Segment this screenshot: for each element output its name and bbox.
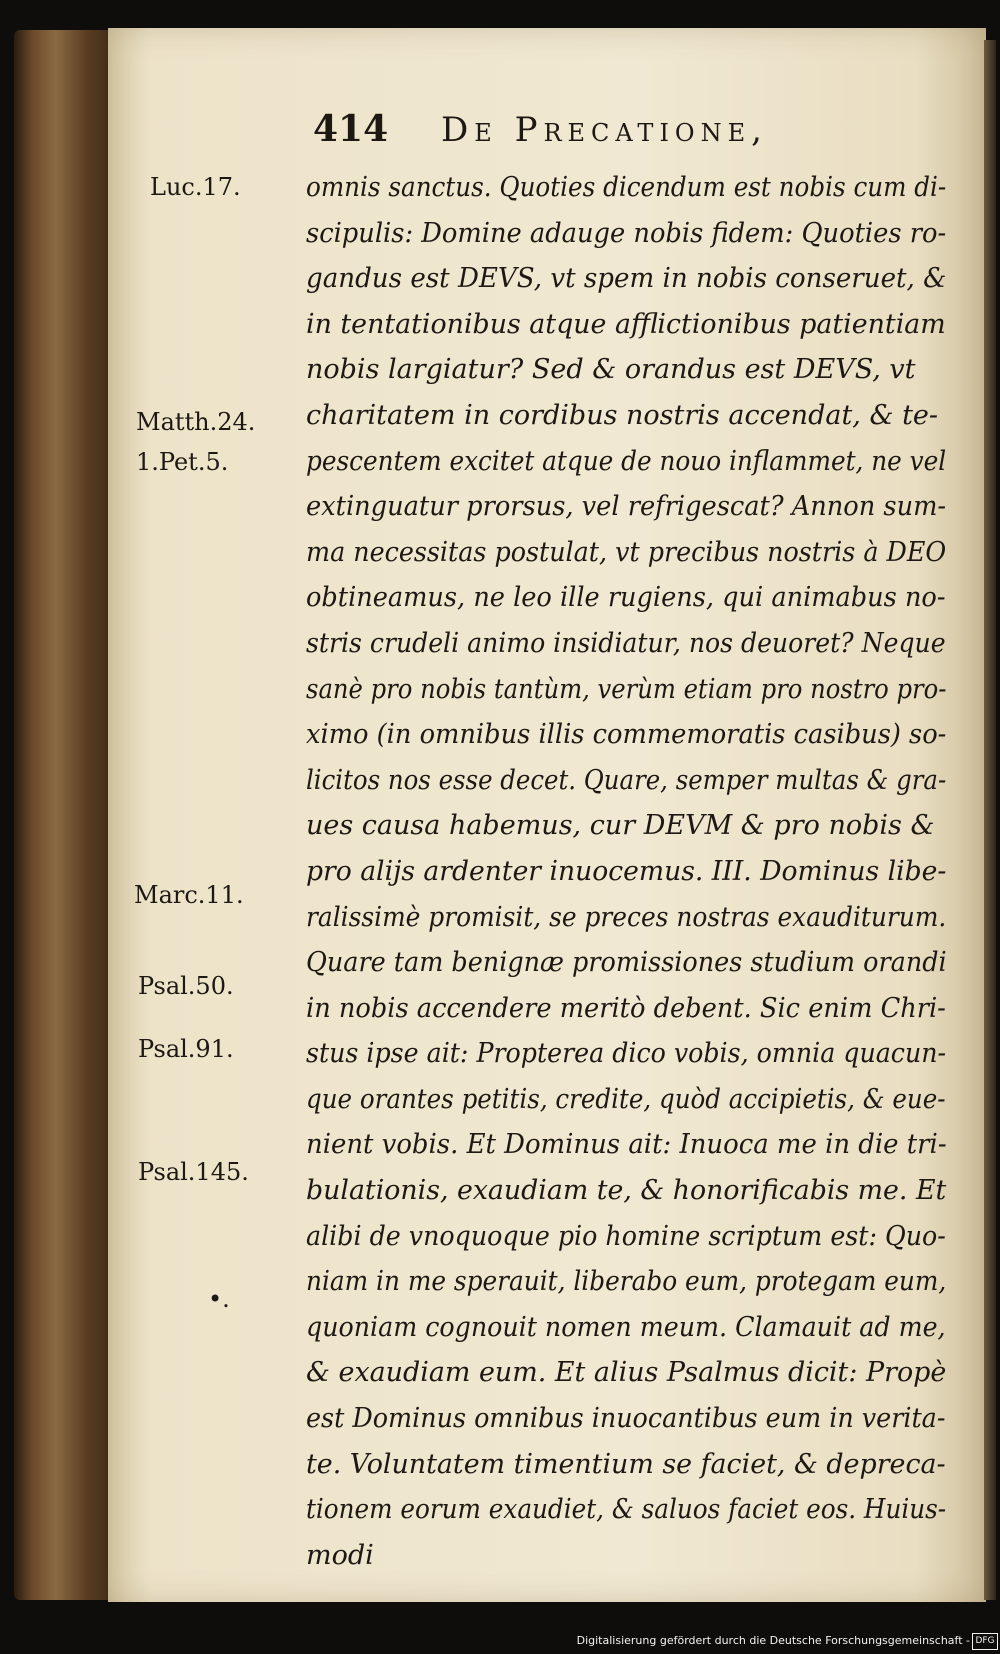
margin-note: 1.Pet.5. bbox=[136, 448, 229, 476]
running-head bbox=[313, 108, 873, 158]
text-line: in tentationibus atque afflictionibus patientiam bbox=[306, 308, 946, 340]
text-line: omnis sanctus. Quoties dicendum est nobis cum di- bbox=[306, 172, 947, 203]
margin-note: •. bbox=[208, 1285, 230, 1313]
text-line: pro alijs ardenter inuocemus. III. Dominus libe- bbox=[306, 855, 947, 887]
text-line: ma necessitas postulat, vt precibus nostris à DEO bbox=[306, 536, 947, 568]
text-line: & exaudiam eum. Et alius Psalmus dicit: Propè bbox=[306, 1357, 947, 1389]
text-line: est Dominus omnibus inuocantibus eum in verita- bbox=[306, 1403, 946, 1435]
text-line: in nobis accendere meritò debent. Sic enim Chri- bbox=[306, 992, 946, 1024]
text-line: sanè pro nobis tantùm, verùm etiam pro nostro pro- bbox=[306, 673, 947, 705]
running-head-title: De Precatione, bbox=[441, 110, 768, 150]
page-number: 414 bbox=[313, 108, 389, 150]
body-text bbox=[306, 165, 946, 1578]
text-line: nobis largiatur? Sed & orandus est DEVS, vt bbox=[306, 354, 916, 386]
text-line: que orantes petitis, credite, quòd accipietis, & eue- bbox=[306, 1083, 946, 1115]
text-line: ues causa habemus, cur DEVM & pro nobis & bbox=[306, 810, 935, 842]
text-line: tionem eorum exaudiet, & saluos faciet eos. Huius- bbox=[306, 1494, 947, 1526]
text-line: pescentem excitet atque de nouo inflammet, ne vel bbox=[306, 445, 947, 477]
text-line: niam in me sperauit, liberabo eum, protegam eum, bbox=[306, 1266, 947, 1298]
text-line: licitos nos esse decet. Quare, semper multas & gra- bbox=[306, 764, 947, 796]
text-line: extinguatur prorsus, vel refrigescat? Annon sum- bbox=[306, 491, 947, 523]
text-line: ralissimè promisit, se preces nostras exauditurum. bbox=[306, 901, 947, 933]
text-line: te. Voluntatem timentium se faciet, & depreca- bbox=[306, 1448, 946, 1480]
digitization-credit bbox=[576, 1630, 1000, 1654]
text-line: quoniam cognouit nomen meum. Clamauit ad me, bbox=[306, 1311, 946, 1343]
text-line: charitatem in cordibus nostris accendat, & te- bbox=[306, 399, 939, 431]
text-line: bulationis, exaudiam te, & honorificabis me. Et bbox=[306, 1175, 947, 1207]
margin-note: Psal.145. bbox=[138, 1158, 249, 1186]
text-line: obtineamus, ne leo ille rugiens, qui animabus no- bbox=[306, 582, 946, 614]
text-line: gandus est DEVS, vt spem in nobis conseruet, & bbox=[306, 263, 947, 295]
credit-text: Digitalisierung gefördert durch die Deutsche Forschungsgemeinschaft - bbox=[576, 1634, 970, 1647]
margin-note: Matth.24. bbox=[136, 408, 256, 436]
book-fore-edge bbox=[14, 30, 118, 1600]
margin-note: Psal.50. bbox=[138, 972, 234, 1000]
book-gutter-edge bbox=[984, 40, 996, 1600]
text-line: scipulis: Domine adauge nobis fidem: Quoties ro- bbox=[306, 217, 947, 249]
text-line: Quare tam benignæ promissiones studium orandi bbox=[306, 947, 947, 979]
margin-note: Marc.11. bbox=[134, 881, 244, 909]
text-line: alibi de vnoquoque pio homine scriptum est: Quo- bbox=[306, 1220, 946, 1252]
text-line: stris crudeli animo insidiatur, nos deuoret? Neque bbox=[306, 627, 946, 659]
text-line: stus ipse ait: Propterea dico vobis, omnia quacun- bbox=[306, 1038, 947, 1070]
dfg-logo: DFG bbox=[972, 1633, 998, 1650]
text-line: ximo (in omnibus illis commemoratis casibus) so- bbox=[306, 719, 947, 751]
margin-note: Psal.91. bbox=[138, 1035, 234, 1063]
text-line: nient vobis. Et Dominus ait: Inuoca me in die tri- bbox=[306, 1129, 947, 1161]
catchword: modi bbox=[306, 1539, 374, 1571]
margin-note: Luc.17. bbox=[150, 173, 241, 201]
